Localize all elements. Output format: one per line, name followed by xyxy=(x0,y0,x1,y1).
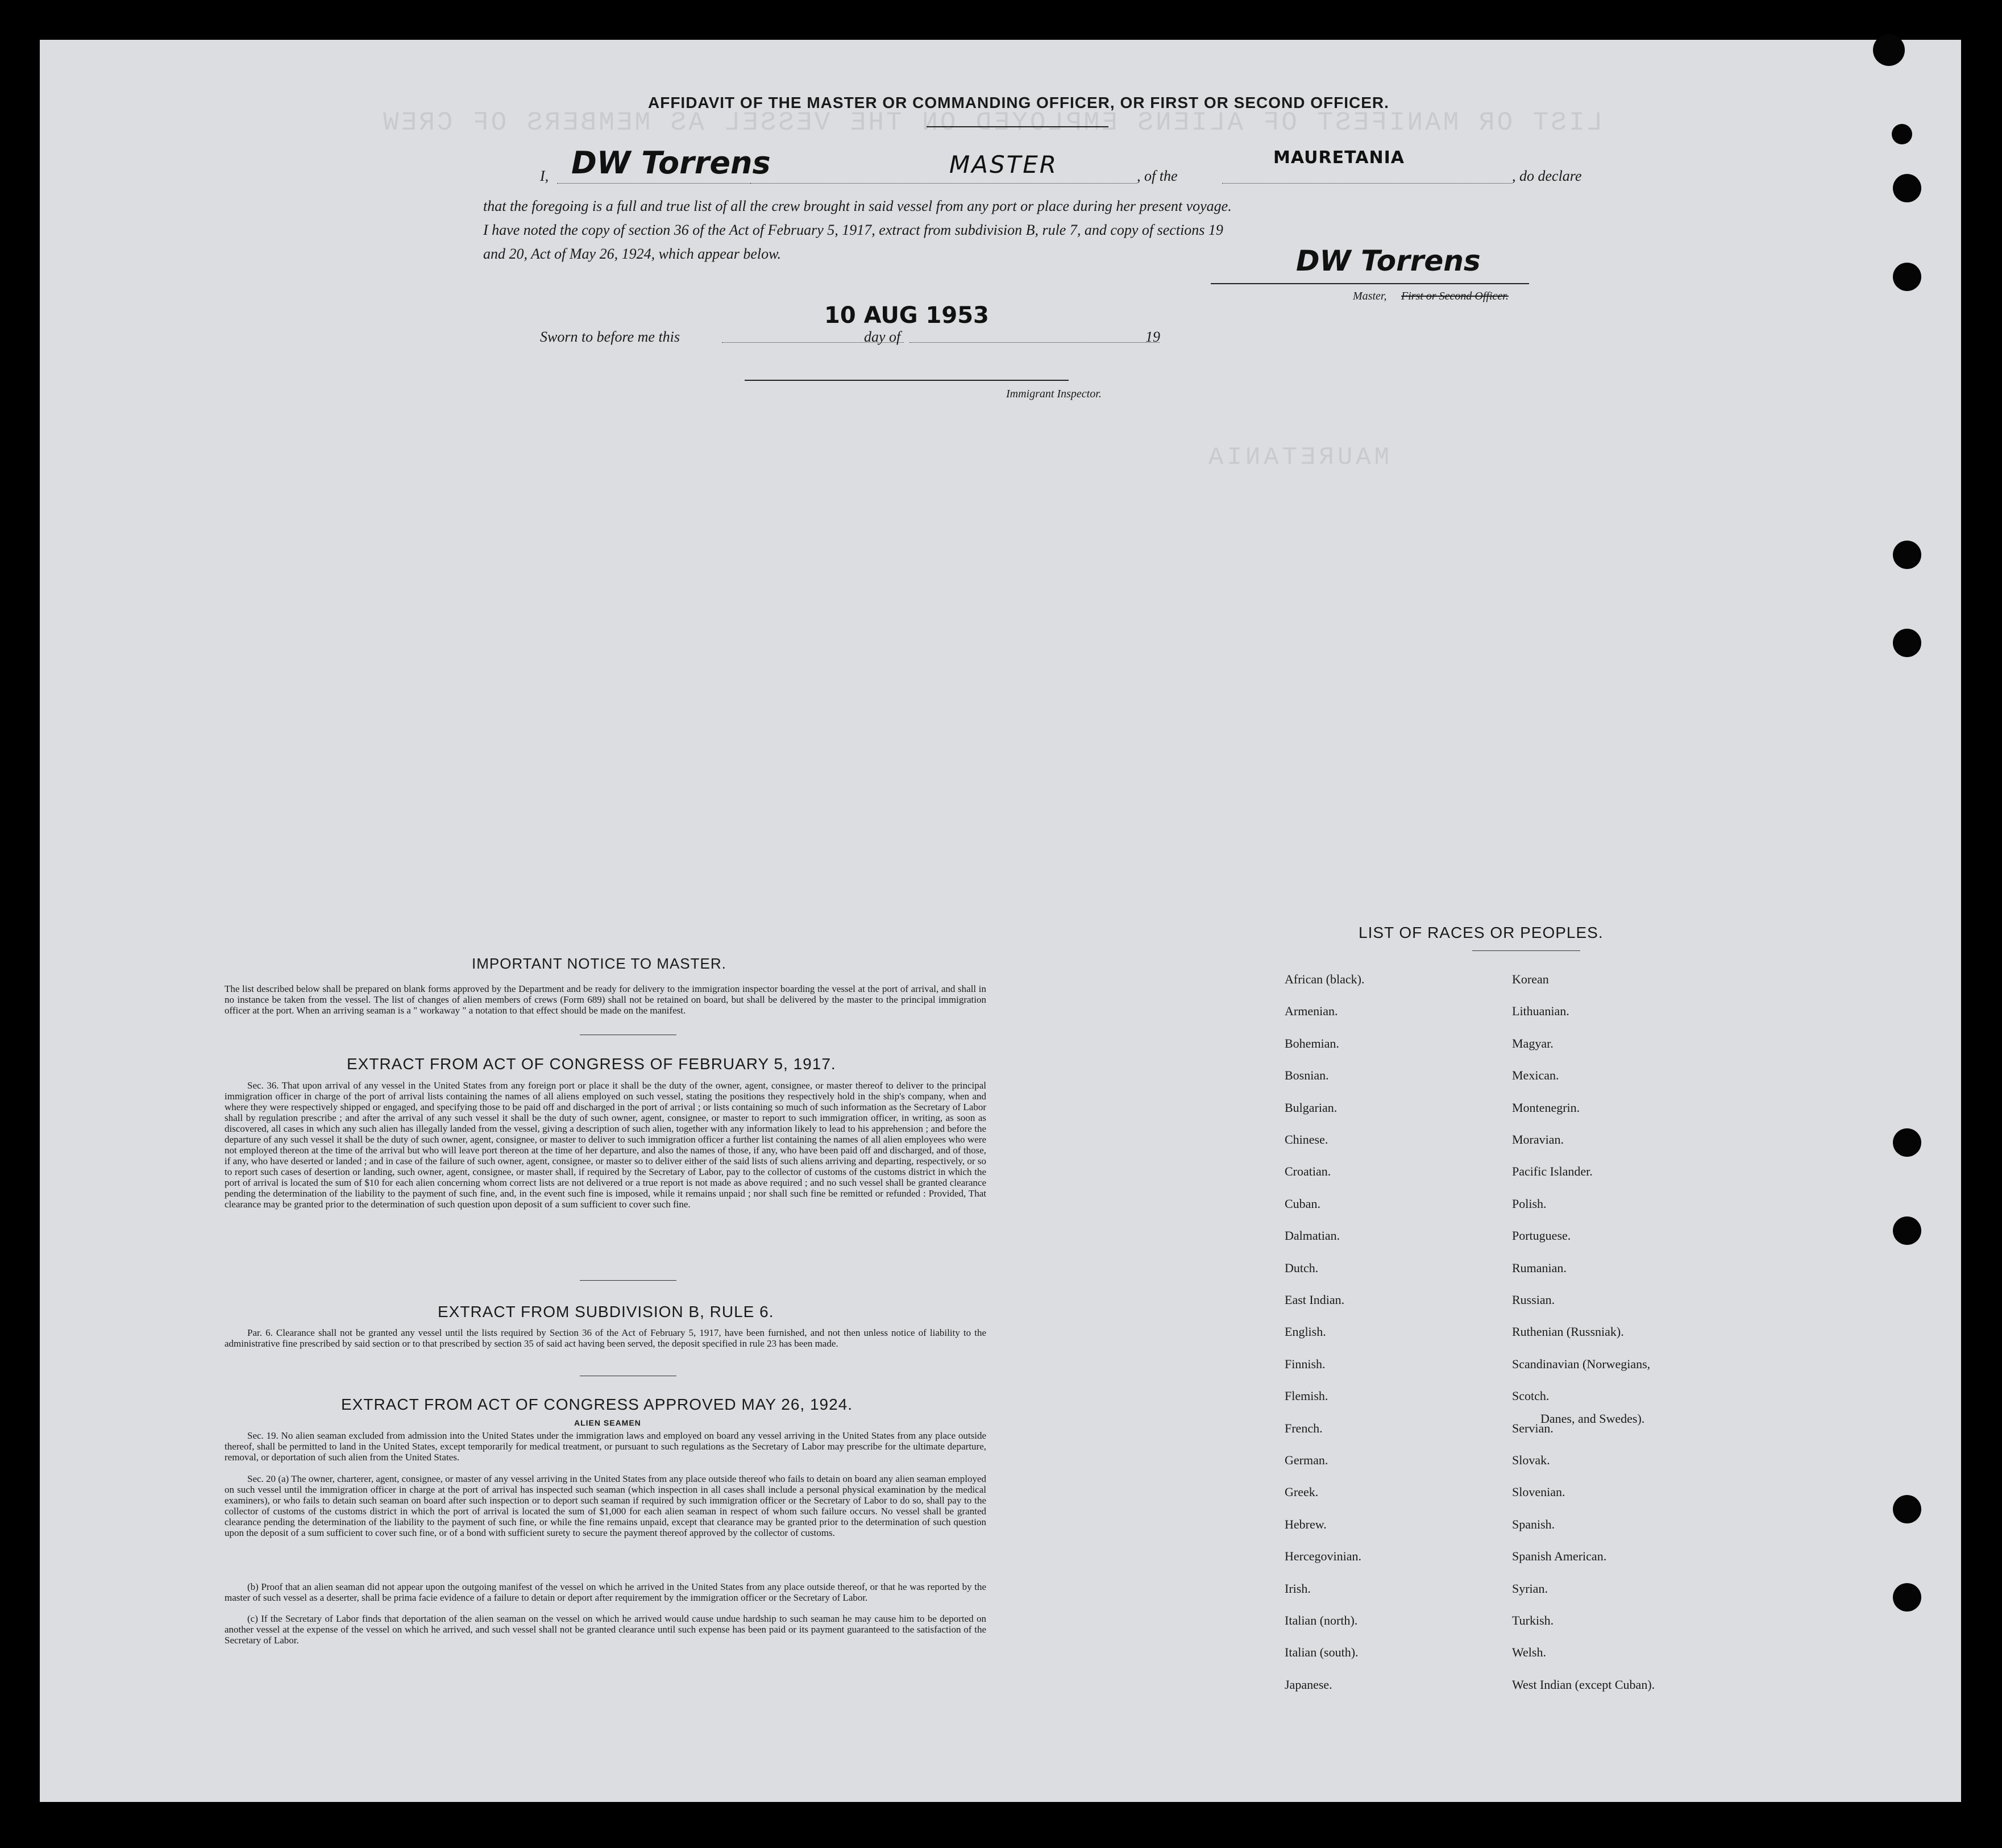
race-item: Armenian. xyxy=(1285,1004,1338,1018)
rank-line xyxy=(750,183,1137,184)
affidavit-title: AFFIDAVIT OF THE MASTER OR COMMANDING OFFICER, OR FIRST OR SECOND OFFICER. xyxy=(648,94,1389,111)
bleed-through-text: MAURETANIA xyxy=(1205,443,1390,472)
race-item: Russian. xyxy=(1512,1293,1555,1307)
i-label: I, xyxy=(540,168,549,184)
race-item: Welsh. xyxy=(1512,1645,1546,1659)
race-item: Irish. xyxy=(1285,1581,1311,1596)
of-the-label: , of the xyxy=(1137,168,1178,184)
race-item: Spanish. xyxy=(1512,1517,1555,1531)
section-divider xyxy=(580,1280,676,1281)
race-item: Servian. xyxy=(1512,1421,1554,1435)
extract-1924-sec20a: Sec. 20 (a) The owner, charterer, agent, consignee, or master of any vessel arriving in the United States from any place outside thereof who fails to detain on board any alien seaman employed on such vessel until the immigration officer in charge at the port of arrival has inspected such seaman (which inspection in all cases shall include a personal physical examination by the medical examiners), or who fails to detain such seaman on board after such inspection or to deport such seaman if required by such immigration officer or the Secretary of Labor to do so, shall pay to the collector of customs of the customs district in which the port of arrival is located the sum of $1,000 for each alien seaman in respect of whom such failure occurs. No vessel shall be granted clearance pending the determination of the liability to the payment of such fine, or while the fine remains unpaid, except that clearance may be granted prior to the determination of such question upon the deposit of a sum sufficient to cover such fine, or of a bond with sufficient surety to secure the payment thereof approved by the collector of customs. xyxy=(225,1473,986,1538)
bleed-through-title: LIST OR MANIFEST OF ALIENS EMPLOYED ON THE VESSEL AS MEMBERS OF CREW xyxy=(381,108,1603,138)
race-item: Magyar. xyxy=(1512,1036,1554,1050)
race-item: Ruthenian (Russniak). xyxy=(1512,1324,1624,1339)
punch-hole xyxy=(1893,174,1921,202)
race-item: Mexican. xyxy=(1512,1068,1559,1082)
race-item: French. xyxy=(1285,1421,1323,1435)
master-signature-2: DW Torrens xyxy=(1296,244,1481,277)
race-item: Rumanian. xyxy=(1512,1261,1567,1275)
race-item: Polish. xyxy=(1512,1197,1547,1211)
race-item: German. xyxy=(1285,1453,1328,1467)
race-item: West Indian (except Cuban). xyxy=(1512,1677,1655,1692)
notice-title: IMPORTANT NOTICE TO MASTER. xyxy=(472,955,726,972)
race-item: Moravian. xyxy=(1512,1132,1564,1147)
punch-hole xyxy=(1893,541,1921,569)
race-item: Italian (north). xyxy=(1285,1613,1358,1627)
race-item: Scandinavian (Norwegians, xyxy=(1512,1357,1651,1371)
punch-hole xyxy=(1893,1583,1921,1612)
signature-line xyxy=(1211,283,1529,284)
inspector-label: Immigrant Inspector. xyxy=(1006,388,1102,400)
extract-1924-sec19: Sec. 19. No alien seaman excluded from admission into the United States under the immigration laws and employed on board any vessel arriving in the United States from any place outside thereof, shall be permitted to land in the United States, except temporarily for medical treatment, or pursuant to such regulations as the Secretary of Labor may prescribe for the ultimate departure, removal, or deportation of such alien from the United States. xyxy=(225,1430,986,1463)
race-item: Korean xyxy=(1512,972,1549,986)
race-item: Greek. xyxy=(1285,1485,1319,1499)
vessel-name: MAURETANIA xyxy=(1273,148,1405,168)
punch-hole xyxy=(1873,34,1905,66)
officer-label: First or Second Officer. xyxy=(1401,290,1509,302)
punch-hole xyxy=(1893,1216,1921,1245)
extract-1924-sec20b: (b) Proof that an alien seaman did not appear upon the outgoing manifest of the vessel on which he arrived in the United States from any place outside thereof, or that he was reported by the master of such vessel as a deserter, shall be prima facie evidence of a failure to detain or deport after requirement by the immigration officer or the Secretary of Labor. xyxy=(225,1581,986,1603)
race-item: Lithuanian. xyxy=(1512,1004,1569,1018)
affidavit-line-3: and 20, Act of May 26, 1924, which appear below. xyxy=(483,246,782,262)
punch-hole xyxy=(1893,629,1921,657)
race-item: Chinese. xyxy=(1285,1132,1328,1147)
race-item: Montenegrin. xyxy=(1512,1101,1580,1115)
race-item: Hercegovinian. xyxy=(1285,1549,1361,1563)
sworn-label: Sworn to before me this xyxy=(540,329,680,345)
race-item: Portuguese. xyxy=(1512,1228,1571,1243)
race-item: Japanese. xyxy=(1285,1677,1332,1692)
year-label: 19 xyxy=(1145,329,1160,345)
inspector-line xyxy=(745,380,1069,381)
extract-1924-title: EXTRACT FROM ACT OF CONGRESS APPROVED MAY 26, 1924. xyxy=(341,1396,853,1413)
race-item: Flemish. xyxy=(1285,1389,1328,1403)
day-of-label: day of xyxy=(864,329,901,345)
race-item: Spanish American. xyxy=(1512,1549,1607,1563)
vessel-line xyxy=(1222,183,1512,184)
race-item: Dalmatian. xyxy=(1285,1228,1340,1243)
affidavit-line-2: I have noted the copy of section 36 of the Act of February 5, 1917, extract from subdivision B, rule 7, and copy of sections 19 xyxy=(483,222,1223,238)
race-item: African (black). xyxy=(1285,972,1365,986)
extract-1924-sec20c: (c) If the Secretary of Labor finds that deportation of the alien seaman on the vessel on which he arrived would cause undue hardship to such seaman he may cause him to be deported on another vessel at the expense of the vessel on which he arrived, and such vessel shall not be granted clearance until such expense has been paid or its payment guaranteed to the satisfaction of the Secretary of Labor. xyxy=(225,1613,986,1646)
race-item: Pacific Islander. xyxy=(1512,1164,1593,1178)
date-stamp: 10 AUG 1953 xyxy=(824,302,989,329)
race-item: Syrian. xyxy=(1512,1581,1548,1596)
name-line xyxy=(557,183,750,184)
race-item: Finnish. xyxy=(1285,1357,1326,1371)
races-title-underline xyxy=(1472,950,1580,951)
race-item: Danes, and Swedes). xyxy=(1540,1411,1645,1426)
rule-6-title: EXTRACT FROM SUBDIVISION B, RULE 6. xyxy=(438,1303,774,1320)
punch-hole xyxy=(1893,263,1921,291)
extract-1917-text: Sec. 36. That upon arrival of any vessel in the United States from any foreign port or place it shall be the duty of the owner, agent, consignee, or master thereof to deliver to the principal immigration officer in charge of the port of arrival lists containing the names of all aliens employed on such vessel, stating the positions they respectively hold in the ship's company, when and where they were respectively shipped or engaged, and specifying those to be paid off and discharged in the port of arrival ; or lists containing so much of such information as the Secretary of Labor shall by regulation prescribe ; and after the arrival of any such vessel it shall be the duty of such owner, agent, consignee, or master to report to such immigration officer, in writing, as soon as discovered, all cases in which any such alien has illegally landed from the vessel, giving a description of such alien, together with any information likely to lead to his apprehension ; and before the departure of any such vessel it shall be the duty of such owner, agent, consignee, or master to deliver to such immigration officer a further list containing the names of all alien employees who were not employed thereon at the time of the arrival but who will leave port thereon at the time of her departure, and also the names of those, if any, who have been paid off and discharged, and of those, if any, who have deserted or landed ; and in case of the failure of such owner, agent, consignee, or master so to deliver either of the said lists of such aliens arriving and departing, respectively, or so to report such cases of desertion or landing, such owner, agent, consignee, or master shall, if required by the Secretary of Labor, pay to the collector of customs of the customs district in which the port of arrival is located the sum of $10 for each alien concerning whom correct lists are not delivered or a true report is not made as above required ; and no such vessel shall be granted clearance pending the determination of the liability to the payment of such fine, and, in the event such fine is imposed, while it remains unpaid ; nor shall such fine be remitted or refunded : Provided, That clearance may be granted prior to the determination of such question upon deposit of a sum sufficient to cover such fine. xyxy=(225,1080,986,1210)
do-declare-label: , do declare xyxy=(1512,168,1582,184)
race-item: Hebrew. xyxy=(1285,1517,1327,1531)
race-item: Dutch. xyxy=(1285,1261,1319,1275)
races-title: LIST OF RACES OR PEOPLES. xyxy=(1359,924,1604,941)
punch-hole xyxy=(1892,124,1912,144)
notice-text: The list described below shall be prepared on blank forms approved by the Department and be ready for delivery to the immigration inspector boarding the vessel at the port of arrival, and shall in no instance be taken from the vessel. The list of changes of alien members of crews (Form 689) shall not be retained on board, but shall be delivered by the master to the principal immigration officer at the port. When an arriving seaman is a " workaway " a notation to that effect should be made on the manifest. xyxy=(225,983,986,1016)
race-item: East Indian. xyxy=(1285,1293,1345,1307)
race-item: Slovenian. xyxy=(1512,1485,1565,1499)
race-item: Bulgarian. xyxy=(1285,1101,1338,1115)
race-item: English. xyxy=(1285,1324,1326,1339)
punch-hole xyxy=(1893,1128,1921,1157)
race-item: Bosnian. xyxy=(1285,1068,1329,1082)
rank-handwritten: MASTER xyxy=(949,151,1058,178)
race-item: Bohemian. xyxy=(1285,1036,1339,1050)
race-item: Slovak. xyxy=(1512,1453,1550,1467)
race-item: Italian (south). xyxy=(1285,1645,1359,1659)
title-underline xyxy=(927,126,1108,127)
punch-hole xyxy=(1893,1495,1921,1523)
master-label: Master, xyxy=(1353,290,1387,302)
race-item: Croatian. xyxy=(1285,1164,1331,1178)
rule-6-text: Par. 6. Clearance shall not be granted any vessel until the lists required by Section 36 of the Act of February 5, 1917, have been furnished, and not then unless notice of liability to the administrative fine prescribed by said section or to that prescribed by section 35 of said act having been served, the deposit specified in rule 23 has been made. xyxy=(225,1327,986,1349)
extract-1917-title: EXTRACT FROM ACT OF CONGRESS OF FEBRUARY 5, 1917. xyxy=(347,1055,836,1073)
sworn-month-line xyxy=(909,342,1160,343)
affidavit-line-1: that the foregoing is a full and true list of all the crew brought in said vessel from any port or place during her present voyage. xyxy=(483,198,1232,214)
document-sheet xyxy=(40,40,1961,1802)
race-item: Scotch. xyxy=(1512,1389,1550,1403)
alien-seamen-subtitle: ALIEN SEAMEN xyxy=(574,1418,641,1427)
race-item: Turkish. xyxy=(1512,1613,1554,1627)
race-item: Cuban. xyxy=(1285,1197,1320,1211)
master-signature: DW Torrens xyxy=(571,145,771,181)
